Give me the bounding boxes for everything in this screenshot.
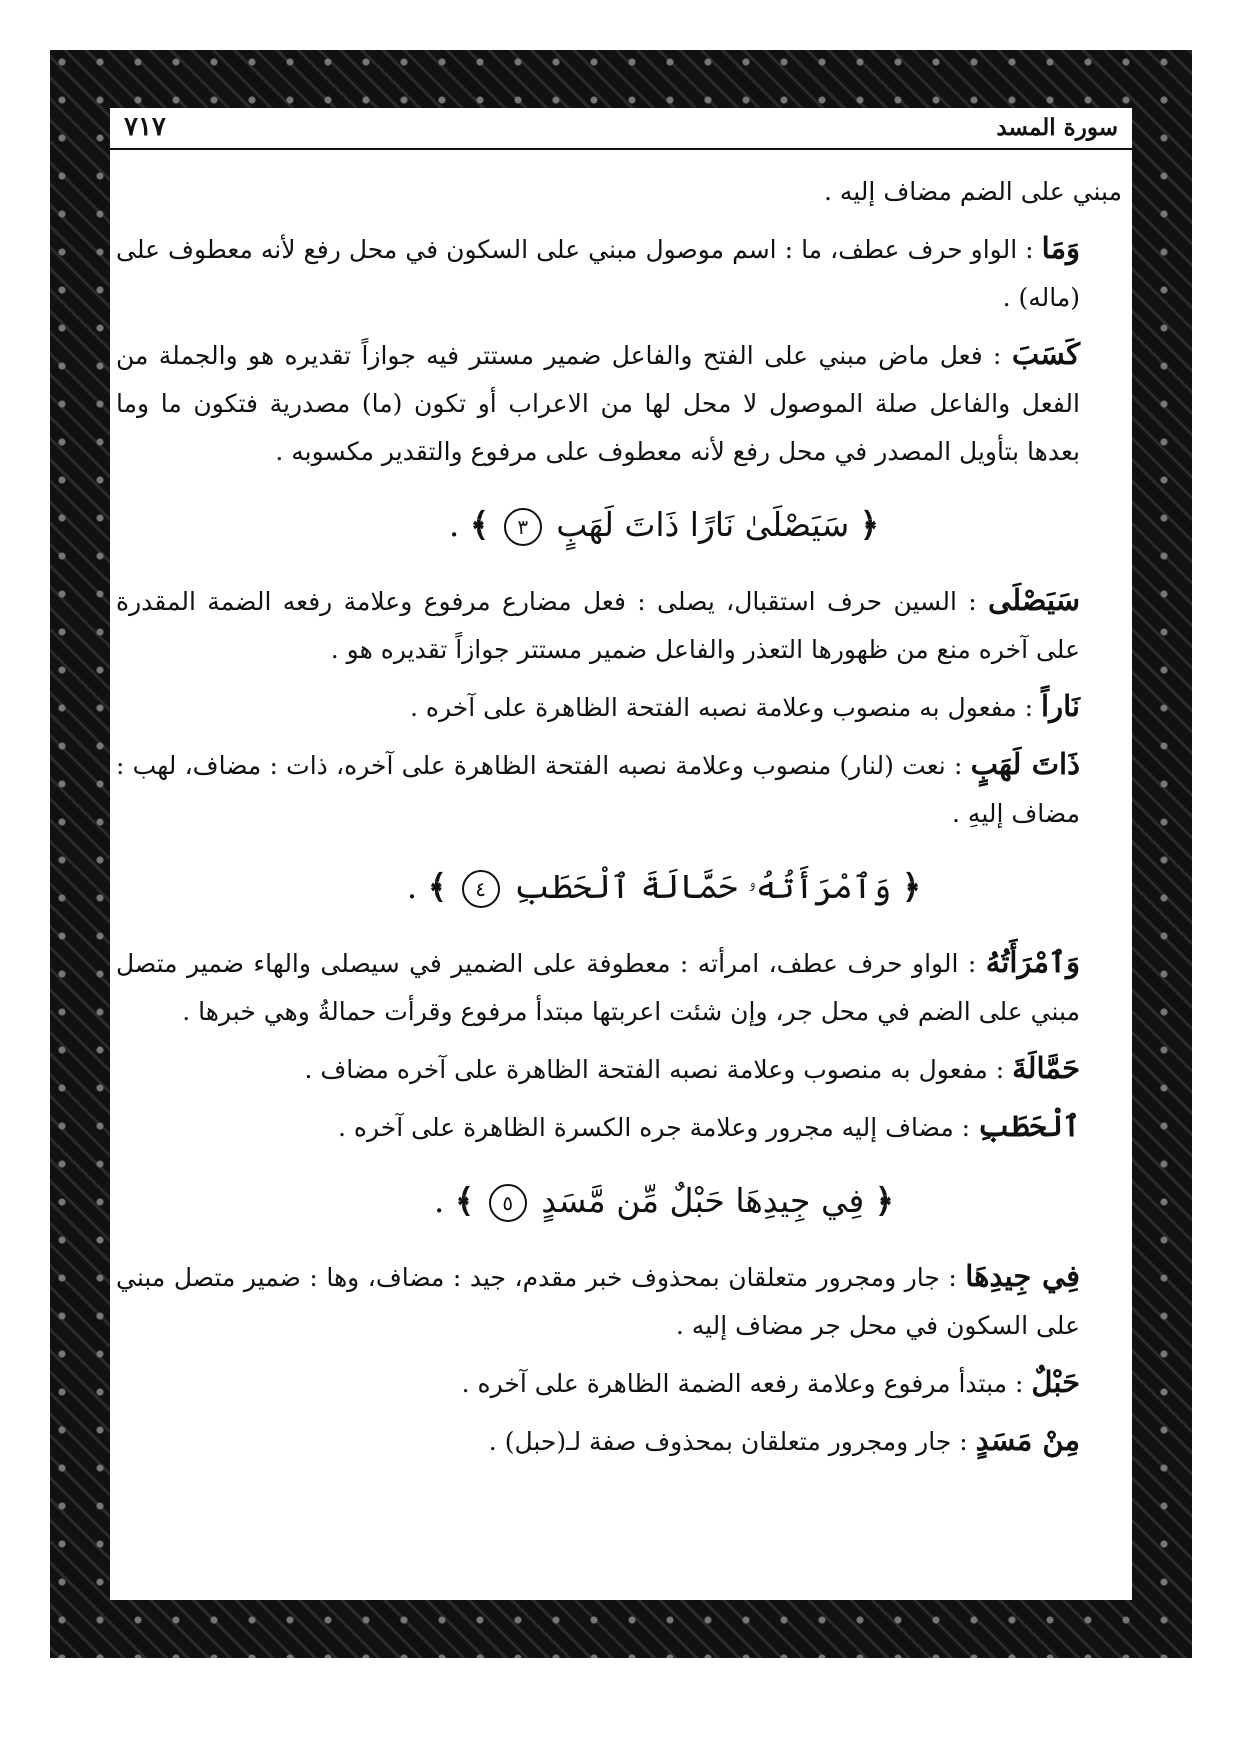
paragraph-term: ذَاتَ لَهَبٍ (970, 747, 1080, 781)
paragraph-text: : مفعول به منصوب وعلامة نصبه الفتحة الظاهرة على آخره مضاف . (304, 1055, 1005, 1084)
paragraph-term: مِنْ مَسَدٍ (975, 1423, 1080, 1457)
paragraph-text: : مضاف إليه مجرور وعلامة جره الكسرة الظاهرة على آخره . (337, 1113, 971, 1142)
verse-close-bracket: ﴾ (469, 505, 490, 544)
paragraph-term: ٱلْحَطَبِ (978, 1109, 1080, 1143)
paragraph-alhatab (116, 1102, 1122, 1152)
paragraph-min-masad (116, 1416, 1122, 1466)
verse-tail: . (406, 867, 418, 906)
verse-close-bracket: ﴾ (427, 867, 448, 906)
paragraph-term: وَمَا (1041, 231, 1081, 265)
page-number: ٧١٧ (124, 112, 166, 142)
quran-verse-5 (116, 1170, 1122, 1232)
verse-open-bracket: ﴿ (874, 1181, 895, 1220)
ornamental-border (50, 50, 1192, 1658)
paragraph-term: وَٱمْرَأَتُهُ (985, 945, 1080, 979)
verse-tail: . (448, 505, 460, 544)
ayah-number-marker: ٥ (489, 1184, 527, 1222)
paragraph-hammalata (116, 1044, 1122, 1094)
paragraph-term: كَسَبَ (1011, 337, 1080, 371)
paragraph-hablun (116, 1358, 1122, 1408)
paragraph-term: حَمَّالَةَ (1012, 1051, 1080, 1085)
surah-title: سورة المسد (996, 114, 1118, 141)
paragraph-wama (116, 224, 1122, 322)
paragraph-wamraatuhu (116, 938, 1122, 1036)
verse-text: وَٱمْرَأَتُهُۥ حَمَّالَةَ ٱلْحَطَبِ (514, 867, 892, 906)
page-area (110, 108, 1132, 1600)
paragraph-term: نَاراً (1041, 689, 1080, 723)
paragraph-continuation (116, 168, 1122, 216)
verse-text: سَيَصْلَىٰ نَارًا ذَاتَ لَهَبٍ (556, 505, 850, 544)
quran-verse-3 (116, 494, 1122, 556)
quran-verse-4 (116, 856, 1122, 918)
ayah-number-marker: ٣ (504, 508, 542, 546)
paragraph-text: : جار ومجرور متعلقان بمحذوف صفة لـ(حبل) . (488, 1427, 968, 1456)
page-body (116, 168, 1122, 1588)
paragraph-text: : السين حرف استقبال، يصلى : فعل مضارع مرفوع وعلامة رفعه الضمة المقدرة على آخره منع من ظهورها التعذر والفاعل ضمير مستتر جوازاً تقديره هو . (116, 587, 1080, 664)
paragraph-text: مبني على الضم مضاف إليه . (823, 177, 1122, 206)
paragraph-sayasla (116, 576, 1122, 674)
paragraph-kasaba (116, 330, 1122, 476)
ayah-number-marker: ٤ (462, 870, 500, 908)
verse-text: فِي جِيدِهَا حَبْلٌ مِّن مَّسَدٍ (541, 1181, 865, 1220)
paragraph-text: : مبتدأ مرفوع وعلامة رفعه الضمة الظاهرة على آخره . (461, 1369, 1024, 1398)
paragraph-dhata-lahab (116, 740, 1122, 838)
paragraph-text: : الواو حرف عطف، امرأته : معطوفة على الضمير في سيصلى والهاء ضمير متصل مبني على الضم في محل جر، وإن شئت اعربتها مبتدأ مرفوع وقرأت حمالةُ وهي خبرها . (116, 949, 1080, 1026)
paragraph-term: فِي جِيدِهَا (965, 1259, 1080, 1293)
paragraph-text: : الواو حرف عطف، ما : اسم موصول مبني على السكون في محل رفع لأنه معطوف على (ماله) . (116, 235, 1080, 312)
paragraph-text: : جار ومجرور متعلقان بمحذوف خبر مقدم، جيد : مضاف، وها : ضمير متصل مبني على السكون في محل جر مضاف إليه . (116, 1263, 1080, 1340)
verse-tail: . (433, 1181, 445, 1220)
paragraph-term: سَيَصْلَى (988, 583, 1081, 617)
paragraph-text: : مفعول به منصوب وعلامة نصبه الفتحة الظاهرة على آخره . (409, 693, 1034, 722)
paragraph-text: : فعل ماض مبني على الفتح والفاعل ضمير مستتر فيه جوازاً تقديره هو والجملة من الفعل والفاعل صلة الموصول لا محل لها من الاعراب أو تكون (ما) مصدرية فتكون ما وما بعدها بتأويل المصدر في محل رفع لأنه معطوف على مرفوع والتقدير مكسوبه . (116, 341, 1080, 466)
verse-open-bracket: ﴿ (901, 867, 922, 906)
paragraph-fi-jidiha (116, 1252, 1122, 1350)
verse-open-bracket: ﴿ (859, 505, 880, 544)
paragraph-naran (116, 682, 1122, 732)
page-header (110, 108, 1132, 150)
verse-close-bracket: ﴾ (454, 1181, 475, 1220)
paragraph-text: : نعت (لنار) منصوب وعلامة نصبه الفتحة الظاهرة على آخره، ذات : مضاف، لهب : مضاف إليهِ . (116, 751, 1080, 828)
paragraph-term: حَبْلٌ (1031, 1365, 1080, 1399)
